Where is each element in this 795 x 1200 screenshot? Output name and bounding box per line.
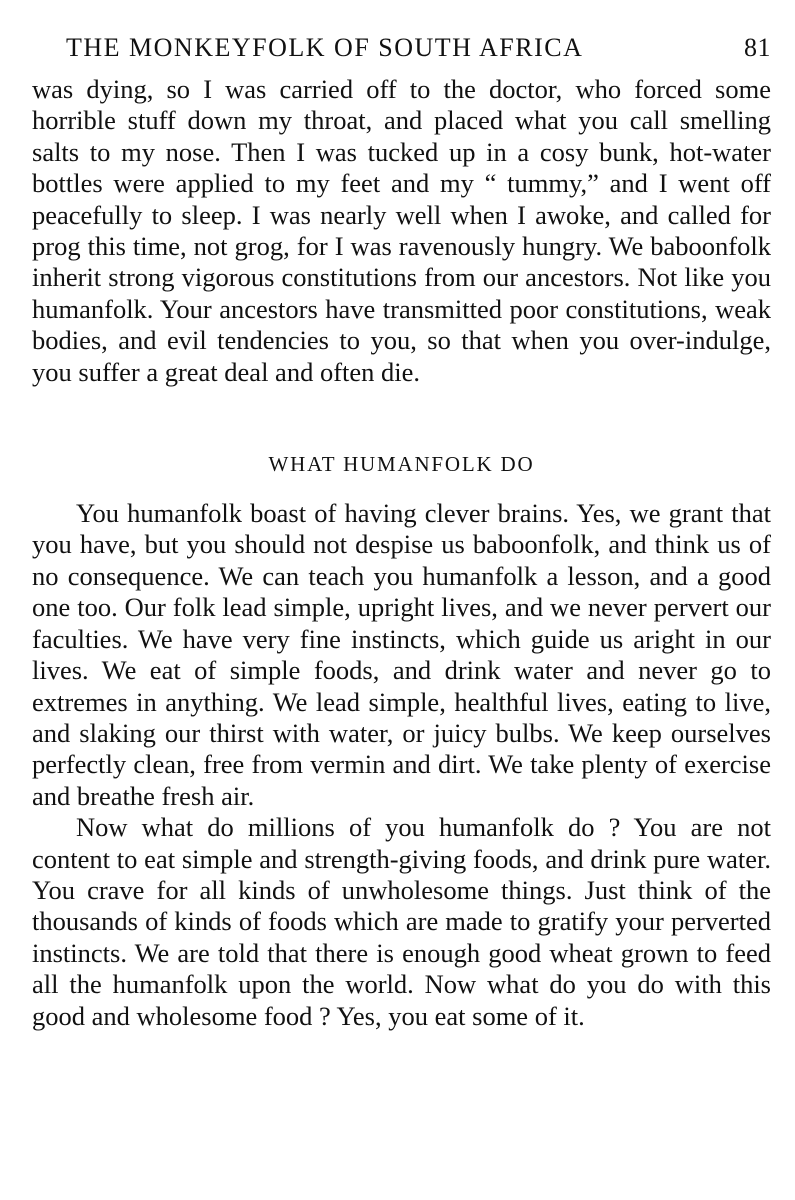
continued-paragraph: was dying, so I was carried off to the doctor, who forced some horrible stuff down my throat, and placed what you call smelling salts to my nose. Then I was tucked up in a cosy bunk, hot-water bottles were applied to my feet and my “ tummy,” and I went off peacefully to sleep. I was nearly well when I awoke, and called for prog this time, not grog, for I was ravenously hungry. We baboonfolk inherit strong vigorous constitutions from our ancestors. Not like you humanfolk. Your ancestors have transmitted poor constitutions, weak bodies, and evil tendencies to you, so that when you over-indulge, you suffer a great deal and often die. — [32, 74, 771, 387]
page-number: 81 — [744, 33, 771, 62]
section-heading: WHAT HUMANFOLK DO — [268, 452, 535, 477]
body-paragraph: You humanfolk boast of having clever brains. Yes, we grant that you have, but you should not despise us baboonfolk, and think us of no consequence. We can teach you humanfolk a lesson, and a good one too. Our folk lead simple, upright lives, and we never pervert our faculties. We have very fine instincts, which guide us aright in our lives. We eat of simple foods, and drink water and never go to extremes in anything. We lead simple, healthful lives, eating to live, and slaking our thirst with water, or juicy bulbs. We keep ourselves perfectly clean, free from vermin and dirt. We take plenty of exercise and breathe fresh air. — [32, 498, 771, 811]
running-head — [32, 22, 771, 74]
running-title: THE MONKEYFOLK OF SOUTH AFRICA — [66, 33, 584, 62]
body-paragraph: Now what do millions of you humanfolk do ? You are not content to eat simple and strength-giving foods, and drink pure water. You crave for all kinds of unwholesome things. Just think of the thousands of kinds of foods which are made to gratify your perverted instincts. We are told that there is enough good wheat grown to feed all the humanfolk upon the world. Now what do you do with this good and wholesome food ? Yes, you eat some of it. — [32, 812, 771, 1031]
